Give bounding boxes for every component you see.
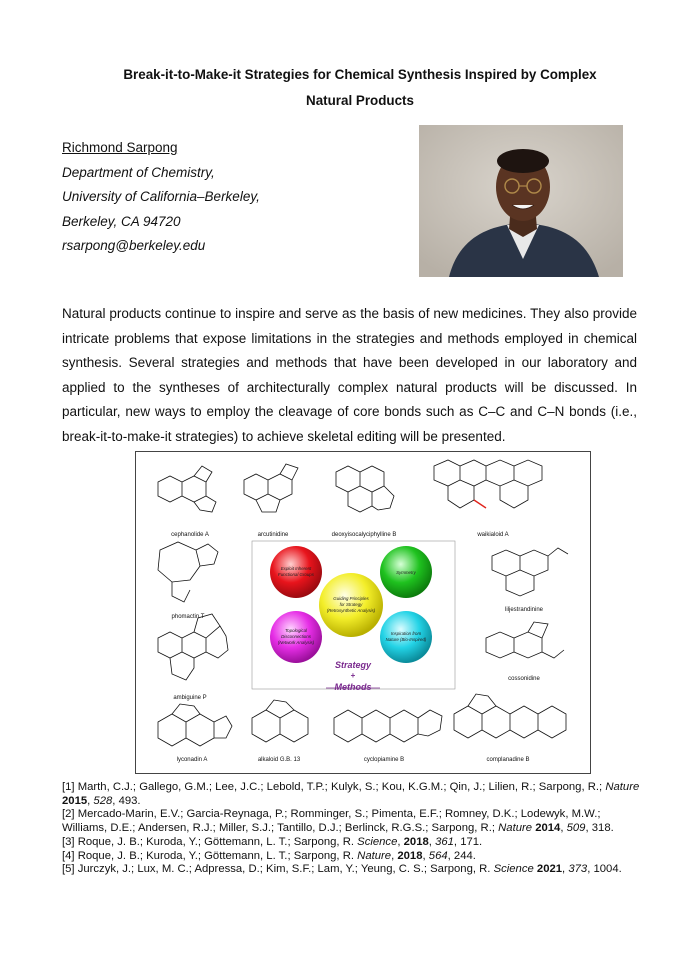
reference-1: [1] Marth, C.J.; Gallego, G.M.; Lee, J.C.; Lebold, T.P.; Kulyk, S.; Kou, K.G.M.; Qin, J.; Lilien, R.; Sarpong, R.; Nature 2015, 528, 493. (62, 781, 640, 807)
plus-label: + (350, 671, 356, 680)
author-name: Richmond Sarpong (62, 140, 178, 155)
phomactin-structure (158, 542, 218, 602)
complanadine-structure (454, 694, 566, 738)
figure-canvas (136, 452, 590, 773)
alkaloid-structure (252, 700, 308, 742)
cossonidine-structure (486, 622, 564, 658)
liljestrandinine-structure (492, 548, 568, 596)
cephanolide-structure (158, 466, 216, 512)
label-phomactin: phomactin T (171, 614, 205, 620)
svg-text:Disconnections: Disconnections (281, 634, 311, 639)
svg-text:Exploit Inherent: Exploit Inherent (280, 566, 312, 571)
svg-text:Nature (Bio-Inspired): Nature (Bio-Inspired) (385, 637, 427, 642)
svg-text:for Strategy: for Strategy (339, 602, 363, 607)
reference-5: [5] Jurczyk, J.; Lux, M. C.; Adpressa, D.; Kim, S.F.; Lam, Y.; Yeung, C. S.; Sarpong, R. Science 2021, 373, 1004. (62, 863, 622, 876)
author-photo (419, 125, 623, 277)
reference-3: [3] Roque, J. B.; Kuroda, Y.; Göttemann, L. T.; Sarpong, R. Science, 2018, 361, 171. (62, 835, 483, 848)
svg-text:(Network Analysis): (Network Analysis) (277, 640, 315, 645)
circle-cyan (380, 611, 432, 663)
paper-title (60, 62, 660, 114)
svg-text:Topological: Topological (284, 628, 308, 633)
graphical-abstract-figure (135, 451, 591, 774)
author-city: Berkeley, CA 94720 (62, 213, 181, 229)
label-lyconadin: lyconadin A (176, 757, 208, 763)
ambiguine-structure (158, 614, 228, 680)
label-cyclopiamine: cyclopiamine B (363, 757, 405, 763)
title-line-2: Natural Products (306, 93, 414, 108)
label-complanadine: complanadine B (486, 757, 530, 763)
label-ambiguine: ambiguine P (173, 695, 207, 701)
title-line-1: Break-it-to-Make-it Strategies for Chemical Synthesis Inspired by Complex (123, 67, 597, 82)
reference-4: [4] Roque, J. B.; Kuroda, Y.; Göttemann, L. T.; Sarpong, R. Nature, 2018, 564, 244. (62, 849, 476, 862)
deoxy-structure (336, 466, 394, 512)
label-deoxy: deoxyisocalyciphylline B (331, 532, 397, 538)
waikialoid-structure (434, 460, 542, 508)
author-email: rsarpong@berkeley.edu (62, 238, 206, 253)
label-alkaloid: alkaloid G.B. 13 (257, 757, 301, 763)
label-liljestrandinine: liljestrandinine (504, 607, 544, 613)
circle-yellow (319, 573, 383, 637)
svg-text:Functional Groups: Functional Groups (278, 572, 314, 577)
author-block (62, 136, 260, 259)
svg-text:Inspiration from: Inspiration from (390, 631, 422, 636)
abstract-text: Natural products continue to inspire and serve as the basis of new medicines. They also provide intricate problems that expose limitations in the strategies and methods employed in chemical synthesis. Several strategies and methods that have been developed in our laboratory and applied to the syntheses of architecturally complex natural products will be discussed. In particular, new ways to employ the cleavage of core bonds such as C–C and C–N bonds (i.e., break-it-to-make-it strategies) to achieve skeletal editing will be presented. (62, 306, 637, 444)
label-arcutinidine: arcutinidine (257, 532, 289, 538)
circle-green-label: Symmetry (396, 570, 416, 575)
label-cossonidine: cossonidine (508, 676, 540, 682)
label-waikialoid: waikialoid A (477, 532, 509, 538)
circle-green (380, 546, 432, 598)
strategy-label: Strategy (334, 660, 372, 670)
label-cephanolide: cephanolide A (171, 532, 209, 538)
author-department: Department of Chemistry, (62, 164, 215, 180)
arcutinidine-structure (244, 464, 298, 512)
cyclopiamine-structure (334, 710, 442, 742)
reference-2: [2] Mercado-Marin, E.V.; Garcia-Reynaga, P.; Romminger, S.; Pimenta, E.F.; Romney, D.K.; Lodewyk, M.W.; Williams, D.E.; Andersen, R.J.; Miller, S.J.; Tantillo, D.J.; Berlinck, R.G.S.; Sarpong, R.; Nature 2014, 509, 318. (62, 808, 614, 835)
methods-label: Methods (334, 682, 372, 692)
svg-text:(Retrosynthetic Analysis): (Retrosynthetic Analysis) (326, 608, 376, 613)
svg-text:Guiding Principles: Guiding Principles (333, 596, 369, 601)
circle-red (270, 546, 322, 598)
lyconadin-structure (158, 704, 232, 746)
author-university: University of California–Berkeley, (62, 189, 260, 204)
circle-magenta (270, 611, 322, 663)
references (62, 781, 642, 877)
